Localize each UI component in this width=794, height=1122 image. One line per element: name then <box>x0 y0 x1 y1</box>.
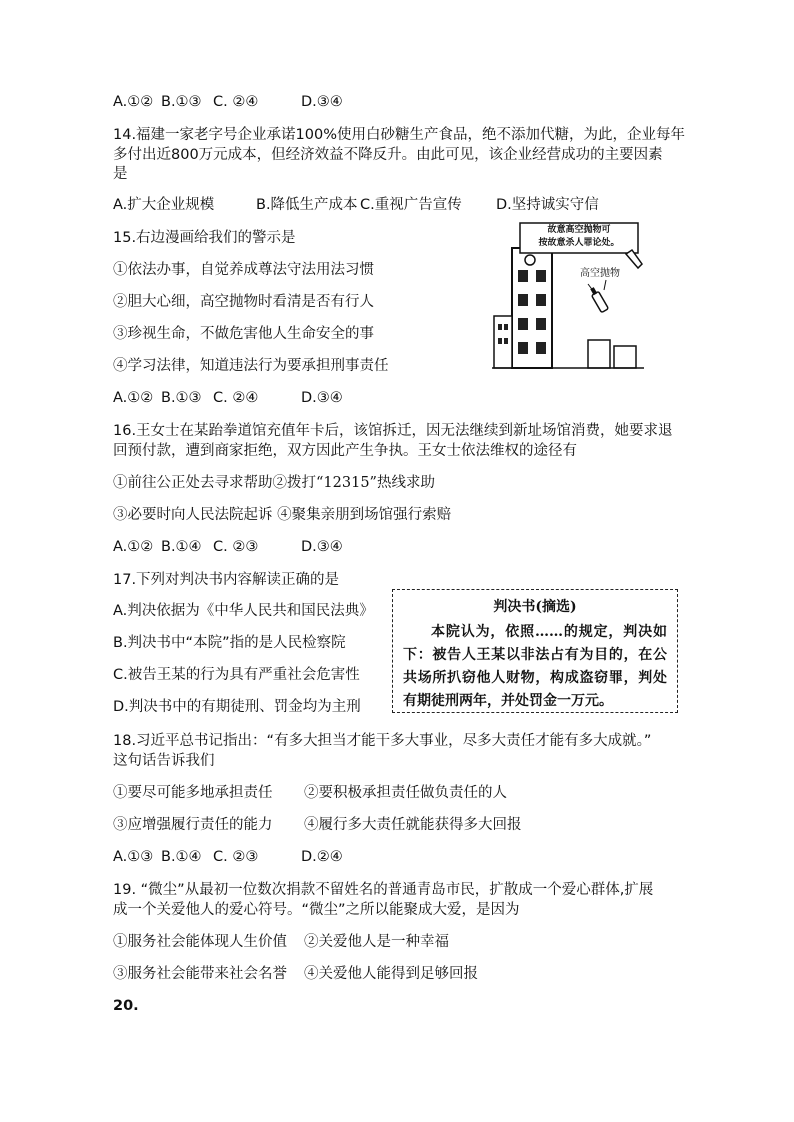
q16-option-a: A.①② <box>113 539 154 555</box>
q15-option-b: B.①③ <box>161 390 202 406</box>
q19-stem-line-1: 19. “微尘”从最初一位数次捐款不留姓名的普通青岛市民，扩散成一个爱心群体,扩展 <box>113 882 654 898</box>
verdict-body: 本院认为，依照……的规定，判决如下：被告人王某以非法占有为目的，在公共场所扒窃他人财物，构成盗窃罪，判处有期徒刑两年，并处罚金一万元。 <box>403 624 667 709</box>
q18-option-b: B.①④ <box>161 849 202 865</box>
q19-stem-line-2: 成一个关爱他人的爱心符号。“微尘”之所以能聚成大爱，是因为 <box>113 902 520 918</box>
q14-option-c: C.重视广告宣传 <box>360 197 462 213</box>
q14-option-b: B.降低生产成本 <box>256 197 358 213</box>
q18-item-4: ④履行多大责任就能获得多大回报 <box>304 817 522 833</box>
q18-option-d: D.②④ <box>301 849 343 865</box>
verdict-excerpt-box <box>392 589 678 713</box>
q18-option-c: C. ②③ <box>213 849 259 865</box>
q16-item-1-2: ①前往公正处去寻求帮助②拨打“12315”热线求助 <box>113 475 435 491</box>
q15-item-2: ②胆大心细，高空抛物时看清是否有行人 <box>113 294 374 310</box>
q17-option-a: A.判决依据为《中华人民共和国民法典》 <box>113 603 374 619</box>
q13-option-d: D.③④ <box>301 94 343 110</box>
q15-stem: 15.右边漫画给我们的警示是 <box>113 230 296 246</box>
cartoon-sign-line-1: 故意高空抛物可 <box>547 225 611 235</box>
q15-option-a: A.①② <box>113 390 154 406</box>
q16-item-3-4: ③必要时向人民法院起诉 ④聚集亲朋到场馆强行索赔 <box>113 507 452 523</box>
q18-stem-line-2: 这句话告诉我们 <box>113 753 215 769</box>
q19-item-2: ②关爱他人是一种幸福 <box>304 934 449 950</box>
q14-option-a: A.扩大企业规模 <box>113 197 215 213</box>
q17-stem: 17.下列对判决书内容解读正确的是 <box>113 572 340 588</box>
cartoon-sign-line-2: 按故意杀人罪论处。 <box>538 238 620 248</box>
q16-option-d: D.③④ <box>301 539 343 555</box>
q15-item-3: ③珍视生命，不做危害他人生命安全的事 <box>113 326 374 342</box>
q14-stem-line-1: 14.福建一家老字号企业承诺100%使用白砂糖生产食品，绝不添加代糖，为此，企业每年 <box>113 127 686 143</box>
q19-item-3: ③服务社会能带来社会名誉 <box>113 966 287 982</box>
q13-option-b: B.①③ <box>161 94 202 110</box>
q16-stem-line-1: 16.王女士在某跆拳道馆充值年卡后，该馆拆迁，因无法继续到新址场馆消费，她要求退 <box>113 423 673 439</box>
high-altitude-throwing-cartoon <box>492 220 644 370</box>
cartoon-caption: 高空抛物 <box>580 268 620 279</box>
q14-stem-line-2: 多付出近800万元成本，但经济效益不降反升。由此可见，该企业经营成功的主要因素 <box>113 147 663 163</box>
q18-option-a: A.①③ <box>113 849 154 865</box>
q18-item-3: ③应增强履行责任的能力 <box>113 817 273 833</box>
q13-option-c: C. ②④ <box>213 94 259 110</box>
verdict-title: 判决书(摘选) <box>493 599 577 615</box>
q15-item-4: ④学习法律，知道违法行为要承担刑事责任 <box>113 358 389 374</box>
q16-option-c: C. ②③ <box>213 539 259 555</box>
q16-option-b: B.①④ <box>161 539 202 555</box>
q14-stem-line-3: 是 <box>113 166 128 182</box>
q16-stem-line-2: 回预付款，遭到商家拒绝，双方因此产生争执。王女士依法维权的途径有 <box>113 443 577 459</box>
q19-item-1: ①服务社会能体现人生价值 <box>113 934 287 950</box>
q18-item-1: ①要尽可能多地承担责任 <box>113 785 273 801</box>
q14-option-d: D.坚持诚实守信 <box>496 197 599 213</box>
q18-item-2: ②要积极承担责任做负责任的人 <box>304 785 507 801</box>
q17-option-d: D.判决书中的有期徒刑、罚金均为主刑 <box>113 699 361 715</box>
q15-option-d: D.③④ <box>301 390 343 406</box>
q19-item-4: ④关爱他人能得到足够回报 <box>304 966 478 982</box>
q15-option-c: C. ②④ <box>213 390 259 406</box>
q17-option-b: B.判决书中“本院”指的是人民检察院 <box>113 635 346 651</box>
q15-item-1: ①依法办事，自觉养成尊法守法用法习惯 <box>113 262 374 278</box>
q20-label: 20. <box>113 998 139 1014</box>
q18-stem-line-1: 18.习近平总书记指出：“有多大担当才能干多大事业，尽多大责任才能有多大成就。” <box>113 733 652 749</box>
q17-option-c: C.被告王某的行为具有严重社会危害性 <box>113 667 360 683</box>
q13-option-a: A.①② <box>113 94 154 110</box>
